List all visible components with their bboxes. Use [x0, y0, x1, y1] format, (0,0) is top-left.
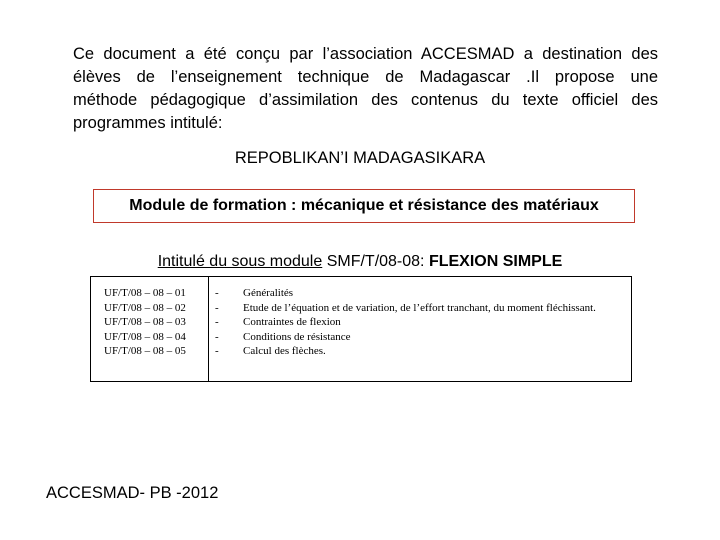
unit-dash: - [215, 287, 219, 299]
intro-line: élèves de l’enseignement technique de Madagascar .Il propose une [73, 68, 658, 86]
intro-line: Ce document a été conçu par l’association ACCESMAD a destination des [73, 45, 658, 63]
submodule-heading [0, 253, 720, 271]
unit-title: Conditions de résistance [243, 330, 351, 343]
unit-dash: - [215, 316, 219, 329]
submodule-label: Intitulé du sous module [157, 253, 323, 270]
submodule-name: FLEXION SIMPLE [428, 253, 563, 270]
unit-title: Contraintes de flexion [243, 316, 341, 329]
unit-dash: - [215, 345, 219, 358]
unit-code: UF/T/08 – 08 – 01 [104, 287, 186, 299]
country-heading: REPOBLIKAN’I MADAGASIKARA [234, 149, 486, 167]
units-table [90, 276, 632, 382]
intro-line: méthode pédagogique d’assimilation des contenus du texte officiel des [73, 91, 658, 109]
unit-dashes-column [215, 286, 219, 359]
unit-code: UF/T/08 – 08 – 03 [104, 316, 186, 329]
unit-title: Etude de l’équation et de variation, de l’effort tranchant, du moment fléchissant. [243, 301, 596, 314]
unit-dash: - [215, 330, 219, 343]
intro-line: programmes intitulé: [73, 114, 223, 132]
unit-title: Généralités [243, 287, 294, 299]
unit-code: UF/T/08 – 08 – 04 [104, 330, 186, 343]
module-title-box [93, 189, 635, 223]
unit-code: UF/T/08 – 08 – 05 [104, 345, 186, 358]
unit-dash: - [215, 301, 219, 314]
unit-title: Calcul des flèches. [243, 345, 326, 358]
submodule-code: SMF/T/08-08: [322, 253, 429, 270]
unit-code: UF/T/08 – 08 – 02 [104, 301, 186, 314]
unit-codes-column [104, 286, 186, 359]
module-title: Module de formation : mécanique et résistance des matériaux [129, 197, 599, 214]
footer-credit: ACCESMAD- PB -2012 [46, 484, 219, 502]
unit-titles-column [243, 286, 596, 359]
intro-paragraph [73, 43, 658, 135]
column-divider [208, 277, 209, 381]
